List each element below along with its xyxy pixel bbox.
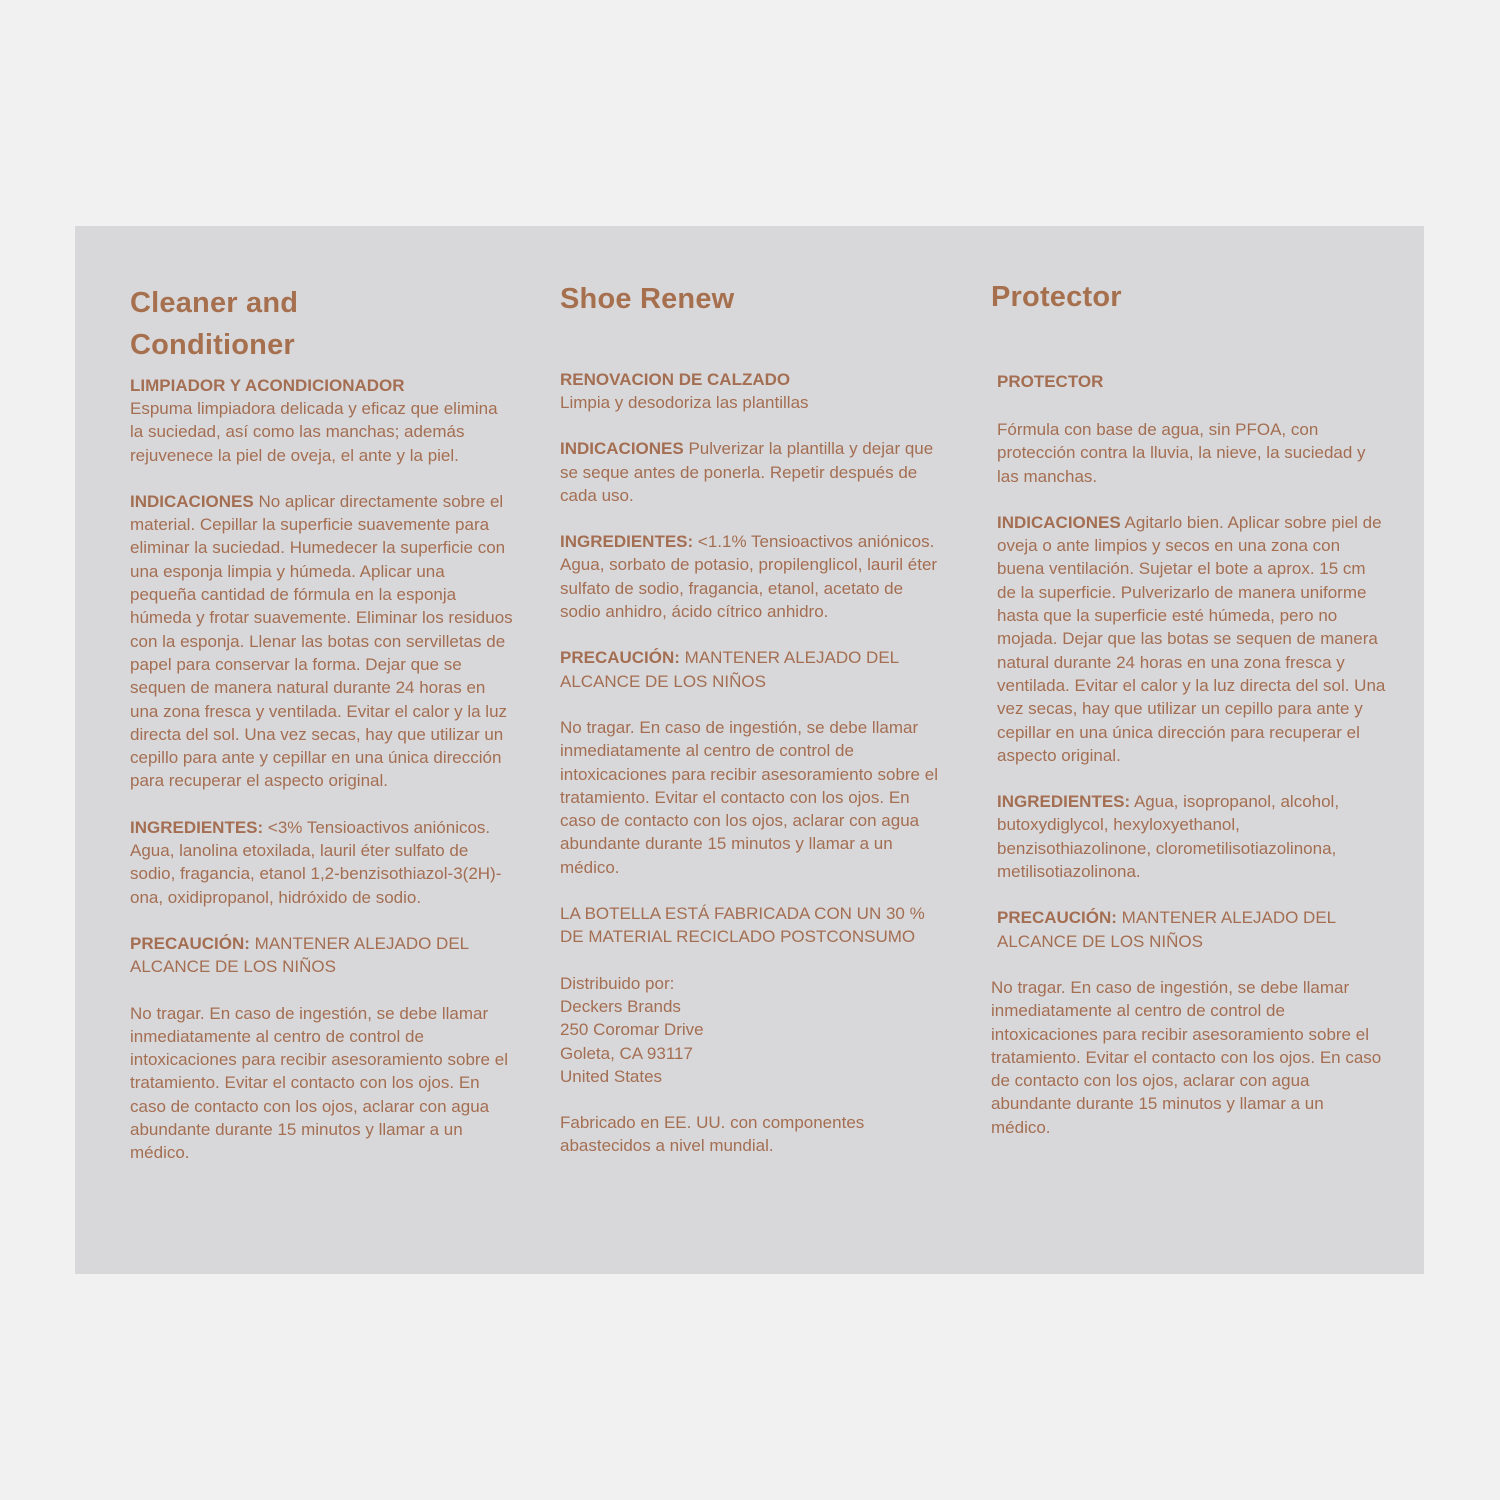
bottle-recycled-note: LA BOTELLA ESTÁ FABRICADA CON UN 30 % DE MATERIAL RECICLADO POSTCONSUMO [560,904,925,947]
indications-label: INDICACIONES [560,439,684,459]
column-protector [991,276,1386,1139]
indications-text: Agitarlo bien. Aplicar sobre piel de oveja o ante limpios y secos en una zona con buena ventilación. Sujetar el bote a aprox. 15 cm de la superficie. Pulverizarlo de manera uniforme hasta que la superficie esté húmeda, pero no mojada. Dejar que las botas se sequen de manera natural durante 24 horas en una zona fresca y ventilada. Evitar el calor y la luz directa del sol. Una vez secas, hay que utilizar un cepillo para ante y cepillar en una única dirección para recuperar el aspecto original. [997,512,1386,765]
instruction-card [75,226,1424,1274]
address-line: Distribuido por: [560,973,675,993]
precaution [560,646,945,693]
ingredients-label: INGREDIENTES: [560,532,694,552]
address-line: 250 Coromar Drive [560,1020,704,1040]
title-line: Cleaner and [130,287,299,319]
ingredients [560,530,945,623]
precaution-label: PRECAUCIÓN: [130,933,250,953]
indications [997,511,1386,767]
indications-text: Pulverizar la plantilla y dejar que se seque antes de ponerla. Repetir después de cada uso. [560,439,934,505]
ingredients [997,790,1386,883]
product-title: Shoe Renew [560,283,735,315]
ingredients-label: INGREDIENTES: [997,792,1131,812]
warning-text: No tragar. En caso de ingestión, se debe llamar inmediatamente al centro de control de intoxicaciones para recibir asesoramiento sobre el tratamiento. Evitar el contacto con los ojos. En caso de contacto con los ojos, aclarar con agua abundante durante 15 minutos y llamar a un médico. [130,1003,508,1163]
indications [560,437,945,507]
indications-label: INDICACIONES [997,512,1121,532]
product-subtitle: RENOVACION DE CALZADO [560,370,791,389]
precaution-text: MANTENER ALEJADO DEL ALCANCE DE LOS NIÑOS [997,908,1336,951]
indications [130,490,515,793]
precaution-text: MANTENER ALEJADO DEL ALCANCE DE LOS NIÑOS [130,933,469,977]
indications-label: INDICACIONES [130,491,254,511]
ingredients-label: INGREDIENTES: [130,817,264,837]
product-title [130,282,515,366]
column-cleaner-conditioner [130,282,515,1165]
product-description: Fórmula con base de agua, sin PFOA, con protección contra la lluvia, la nieve, la suciedad y las manchas. [997,420,1366,486]
warning-text: No tragar. En caso de ingestión, se debe llamar inmediatamente al centro de control de intoxicaciones para recibir asesoramiento sobre el tratamiento. Evitar el contacto con los ojos. En caso de contacto con los ojos, aclarar con agua abundante durante 15 minutos y llamar a un médico. [560,717,938,877]
product-description: Espuma limpiadora delicada y eficaz que elimina la suciedad, así como las manchas; además rejuvenece la piel de oveja, el ante y la piel. [130,399,498,465]
precaution [997,906,1386,953]
column-shoe-renew [560,278,945,1158]
ingredients [130,816,515,909]
ingredients-text: Agua, isopropanol, alcohol, butoxydiglycol, hexyloxyethanol, benzisothiazolinone, clorometilisotiazolinona, metilisotiazolinona. [997,792,1340,882]
warning-text: No tragar. En caso de ingestión, se debe llamar inmediatamente al centro de control de intoxicaciones para recibir asesoramiento sobre el tratamiento. Evitar el contacto con los ojos. En caso de contacto con los ojos, aclarar con agua abundante durante 15 minutos y llamar a un médico. [991,977,1382,1137]
precaution [130,932,515,979]
product-description: Limpia y desodoriza las plantillas [560,393,809,412]
product-subtitle: PROTECTOR [997,372,1104,391]
address-line: United States [560,1066,663,1086]
title-line: Conditioner [130,329,295,361]
distributor-address [560,972,945,1088]
ingredients-text: <1.1% Tensioactivos aniónicos. Agua, sorbato de potasio, propilenglicol, lauril éter sulfato de sodio, fragancia, etanol, acetato de sodio anhidro, ácido cítrico anhidro. [560,532,938,622]
precaution-label: PRECAUCIÓN: [997,908,1117,928]
ingredients-text: <3% Tensioactivos aniónicos. Agua, lanolina etoxilada, lauril éter sulfato de sodio, fragancia, etanol 1,2-benzisothiazol-3(2H)-ona, oxidipropanol, hidróxido de sodio. [130,817,502,907]
address-line: Goleta, CA 93117 [560,1043,693,1063]
precaution-text: MANTENER ALEJADO DEL ALCANCE DE LOS NIÑOS [560,648,899,691]
manufacturing-note: Fabricado en EE. UU. con componentes abastecidos a nivel mundial. [560,1113,865,1156]
indications-text: No aplicar directamente sobre el material. Cepillar la superficie suavemente para eliminar la suciedad. Humedecer la superficie con una esponja limpia y húmeda. Aplicar una pequeña cantidad de fórmula en la esponja húmeda y frotar suavemente. Eliminar los residuos con la esponja. Llenar las botas con servilletas de papel para conservar la forma. Dejar que se sequen de manera natural durante 24 horas en una zona fresca y ventilada. Evitar el calor y la luz directa del sol. Una vez secas, hay que utilizar un cepillo para ante y cepillar en una única dirección para recuperar el aspecto original. [130,491,513,791]
product-subtitle: LIMPIADOR Y ACONDICIONADOR [130,376,405,395]
address-line: Deckers Brands [560,996,681,1016]
product-title: Protector [991,281,1122,313]
precaution-label: PRECAUCIÓN: [560,648,680,668]
